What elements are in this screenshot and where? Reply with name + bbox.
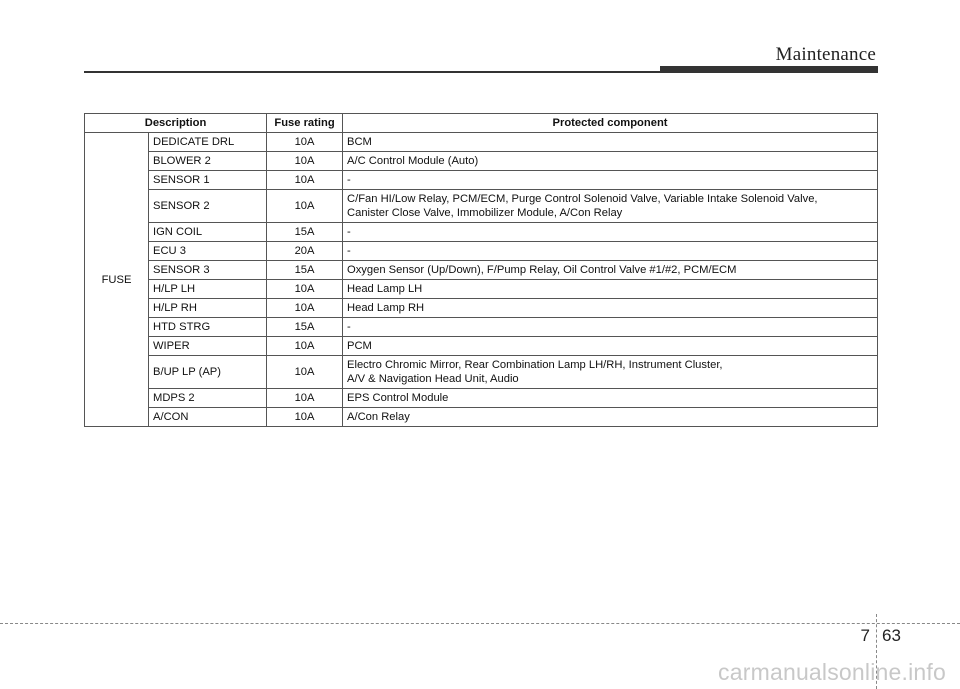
fuse-name: B/UP LP (AP) xyxy=(149,356,267,389)
protected-component: Electro Chromic Mirror, Rear Combination Lamp LH/RH, Instrument Cluster, A/V & Navigation Head Unit, Audio xyxy=(343,356,878,389)
fuse-name: IGN COIL xyxy=(149,223,267,242)
chapter-number: 7 xyxy=(860,626,870,645)
fuse-rating: 10A xyxy=(267,337,343,356)
table-row xyxy=(85,242,878,261)
table-row xyxy=(85,280,878,299)
protected-component: Oxygen Sensor (Up/Down), F/Pump Relay, Oil Control Valve #1/#2, PCM/ECM xyxy=(343,261,878,280)
protected-component: EPS Control Module xyxy=(343,389,878,408)
protected-component: A/Con Relay xyxy=(343,408,878,427)
table-header-row xyxy=(85,114,878,133)
fuse-name: WIPER xyxy=(149,337,267,356)
fuse-name: H/LP LH xyxy=(149,280,267,299)
protected-component: C/Fan HI/Low Relay, PCM/ECM, Purge Control Solenoid Valve, Variable Intake Solenoid Valve, Canister Close Valve, Immobilizer Module, A/Con Relay xyxy=(343,190,878,223)
fuse-rating: 10A xyxy=(267,356,343,389)
table-row xyxy=(85,152,878,171)
fuse-name: SENSOR 2 xyxy=(149,190,267,223)
fuse-name: ECU 3 xyxy=(149,242,267,261)
protected-component: BCM xyxy=(343,133,878,152)
column-header-description: Description xyxy=(85,114,267,133)
fuse-rating: 10A xyxy=(267,299,343,318)
table-row xyxy=(85,337,878,356)
table-row xyxy=(85,356,878,389)
fuse-rating: 10A xyxy=(267,190,343,223)
page-number: 63 xyxy=(882,626,901,645)
protected-component: PCM xyxy=(343,337,878,356)
column-header-protected-component: Protected component xyxy=(343,114,878,133)
protected-component: - xyxy=(343,318,878,337)
fuse-rating: 10A xyxy=(267,408,343,427)
fuse-rating: 20A xyxy=(267,242,343,261)
header-rule-thick xyxy=(660,66,878,73)
fuse-group-label: FUSE xyxy=(85,133,149,427)
table-row xyxy=(85,190,878,223)
fuse-rating: 10A xyxy=(267,152,343,171)
fuse-name: H/LP RH xyxy=(149,299,267,318)
fuse-name: HTD STRG xyxy=(149,318,267,337)
fuse-name: A/CON xyxy=(149,408,267,427)
fuse-name: SENSOR 1 xyxy=(149,171,267,190)
table-row xyxy=(85,299,878,318)
table-row xyxy=(85,171,878,190)
table-row xyxy=(85,389,878,408)
protected-component: Head Lamp LH xyxy=(343,280,878,299)
fuse-name: DEDICATE DRL xyxy=(149,133,267,152)
fuse-rating: 10A xyxy=(267,171,343,190)
fuse-rating: 10A xyxy=(267,133,343,152)
fuse-name: BLOWER 2 xyxy=(149,152,267,171)
footer-divider xyxy=(0,623,960,624)
fuse-table xyxy=(84,113,878,427)
table-row xyxy=(85,133,878,152)
protected-component: - xyxy=(343,223,878,242)
fuse-name: MDPS 2 xyxy=(149,389,267,408)
fuse-name: SENSOR 3 xyxy=(149,261,267,280)
protected-component: - xyxy=(343,171,878,190)
header-rule-thin xyxy=(84,71,660,73)
protected-component: A/C Control Module (Auto) xyxy=(343,152,878,171)
table-row xyxy=(85,223,878,242)
fuse-rating: 15A xyxy=(267,261,343,280)
column-header-fuse-rating: Fuse rating xyxy=(267,114,343,133)
table-row xyxy=(85,318,878,337)
watermark: carmanualsonline.info xyxy=(718,659,946,685)
protected-component: Head Lamp RH xyxy=(343,299,878,318)
fuse-rating: 10A xyxy=(267,280,343,299)
table-row xyxy=(85,261,878,280)
section-title: Maintenance xyxy=(775,44,876,65)
table-row xyxy=(85,408,878,427)
fuse-rating: 15A xyxy=(267,318,343,337)
protected-component: - xyxy=(343,242,878,261)
fuse-table-body xyxy=(85,133,878,427)
fuse-rating: 15A xyxy=(267,223,343,242)
fuse-rating: 10A xyxy=(267,389,343,408)
